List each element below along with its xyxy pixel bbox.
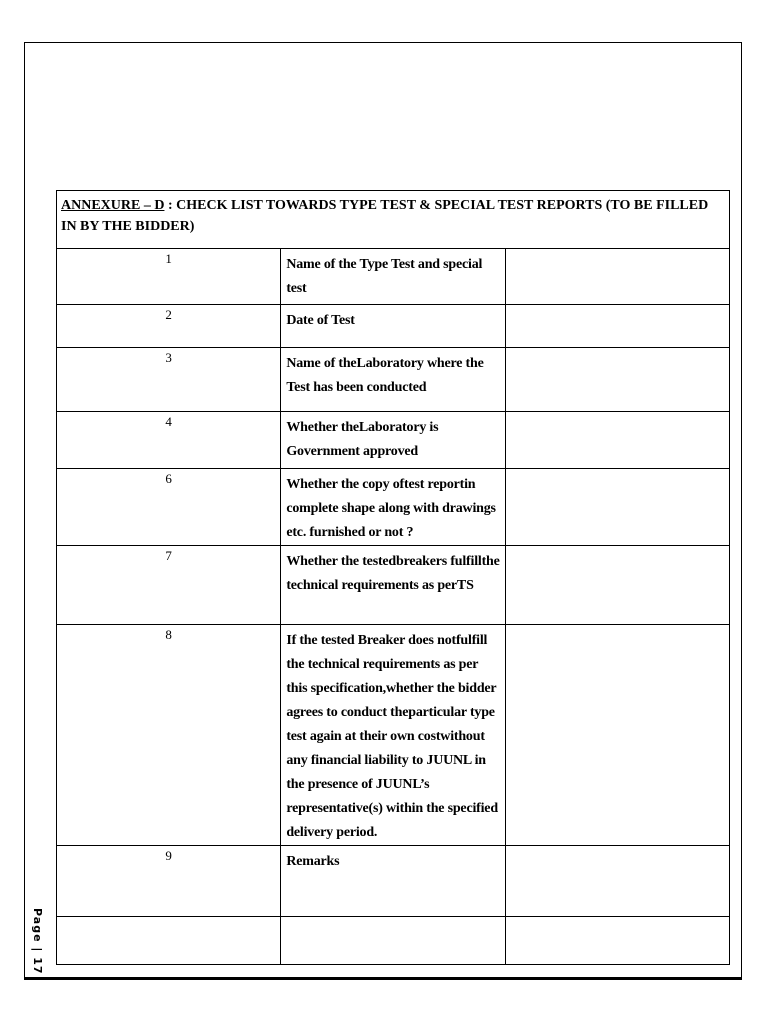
page-number: Page | 17 (31, 908, 44, 975)
row-value-cell[interactable] (505, 917, 729, 965)
row-description: Whether the testedbreakers fulfillthe technical requirements as perTS (281, 546, 505, 625)
row-description (281, 917, 505, 965)
checklist-table (56, 190, 730, 965)
heading-row (57, 191, 730, 249)
table-row (57, 305, 730, 348)
table-row (57, 469, 730, 546)
row-description: Whether the copy oftest reportin complete shape along with drawings etc. furnished or not ? (281, 469, 505, 546)
row-number: 6 (57, 469, 281, 546)
table-row (57, 846, 730, 917)
row-value-cell[interactable] (505, 412, 729, 469)
row-number: 4 (57, 412, 281, 469)
row-number (57, 917, 281, 965)
row-description: Name of the Type Test and special test (281, 249, 505, 305)
table-row (57, 625, 730, 846)
row-description: Name of theLaboratory where the Test has been conducted (281, 348, 505, 412)
row-number: 9 (57, 846, 281, 917)
row-description: If the tested Breaker does notfulfill the technical requirements as per this specification,whether the bidder agrees to conduct theparticular type test again at their own costwithout any financial liability to JUUNL in the presence of JUUNL’s representative(s) within the specified delivery period. (281, 625, 505, 846)
row-number: 7 (57, 546, 281, 625)
annexure-heading (57, 191, 730, 249)
row-description: Whether theLaboratory is Government approved (281, 412, 505, 469)
annexure-label: ANNEXURE – D (61, 198, 165, 213)
row-description: Remarks (281, 846, 505, 917)
table-row (57, 412, 730, 469)
table-row (57, 546, 730, 625)
table-row (57, 249, 730, 305)
row-value-cell[interactable] (505, 546, 729, 625)
table-row (57, 917, 730, 965)
row-number: 2 (57, 305, 281, 348)
row-description: Date of Test (281, 305, 505, 348)
annexure-title: : CHECK LIST TOWARDS TYPE TEST & SPECIAL TEST REPORTS (TO BE FILLED IN BY THE BIDDER) (61, 198, 709, 234)
row-value-cell[interactable] (505, 625, 729, 846)
row-number: 8 (57, 625, 281, 846)
row-value-cell[interactable] (505, 249, 729, 305)
row-number: 1 (57, 249, 281, 305)
row-value-cell[interactable] (505, 305, 729, 348)
row-value-cell[interactable] (505, 846, 729, 917)
row-value-cell[interactable] (505, 348, 729, 412)
row-value-cell[interactable] (505, 469, 729, 546)
table-row (57, 348, 730, 412)
row-number: 3 (57, 348, 281, 412)
